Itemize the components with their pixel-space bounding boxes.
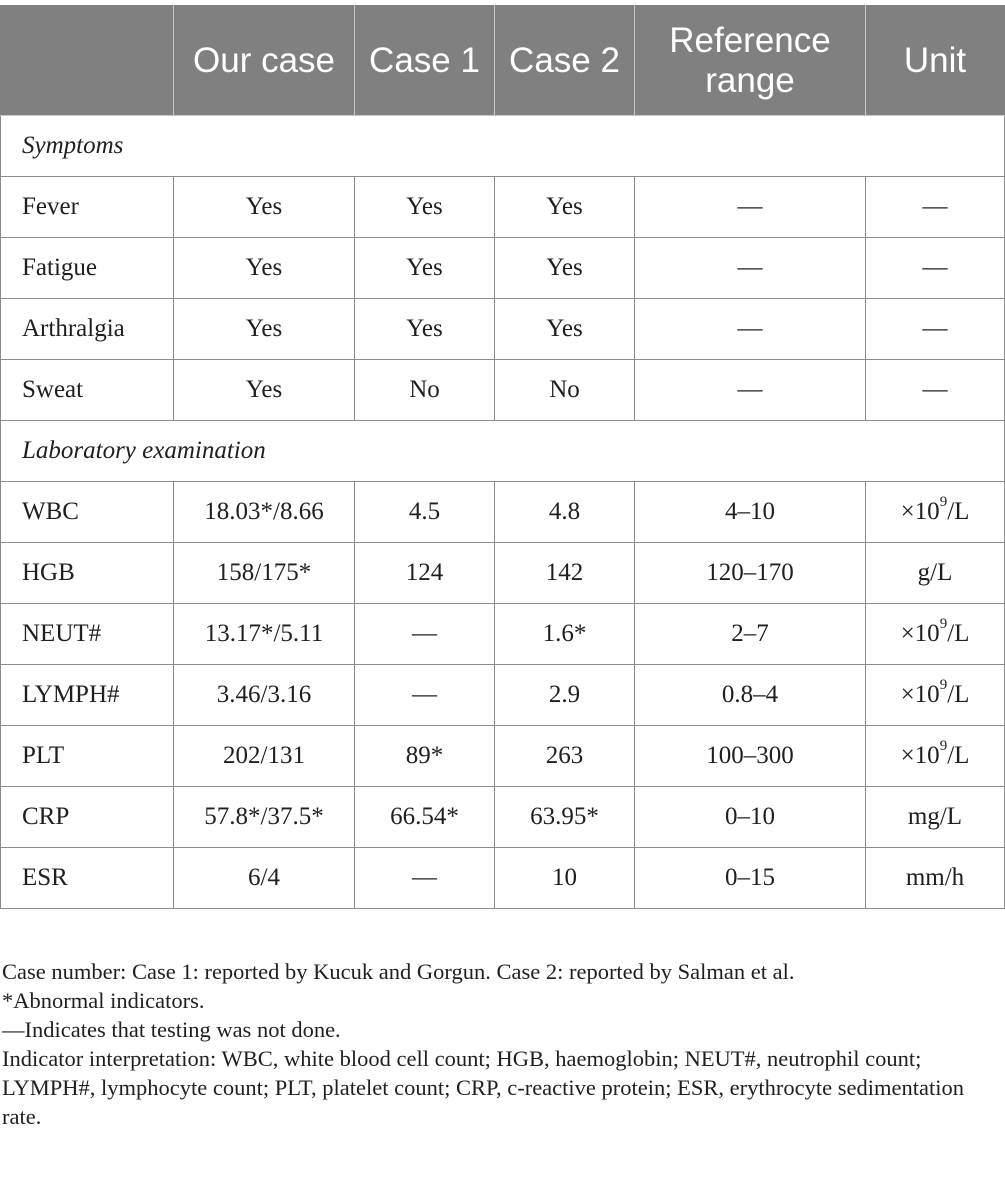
unit-prefix: ×10 xyxy=(900,498,940,525)
cell-case-2: 263 xyxy=(495,726,635,787)
cell-case-2: 10 xyxy=(495,848,635,909)
cell-case-1: — xyxy=(355,665,495,726)
cell-case-1: — xyxy=(355,848,495,909)
table-row xyxy=(1,848,1005,909)
unit-prefix: g/L xyxy=(917,559,953,586)
cell-case-2: Yes xyxy=(495,299,635,360)
unit-prefix: ×10 xyxy=(900,620,940,647)
table-body xyxy=(1,116,1005,909)
cell-our-case: 202/131 xyxy=(174,726,355,787)
footnote-not-done: —Indicates that testing was not done. xyxy=(2,1017,341,1042)
cell-our-case: 13.17*/5.11 xyxy=(174,604,355,665)
cell-unit xyxy=(866,665,1005,726)
unit-prefix: — xyxy=(922,254,948,281)
cell-unit xyxy=(866,848,1005,909)
cell-reference-range: — xyxy=(635,177,866,238)
header-cell-case-1: Case 1 xyxy=(355,6,495,116)
cell-case-2: 1.6* xyxy=(495,604,635,665)
cell-reference-range: — xyxy=(635,360,866,421)
unit-suffix: /L xyxy=(947,498,970,525)
cell-case-1: Yes xyxy=(355,299,495,360)
unit-prefix: — xyxy=(922,376,948,403)
cell-indicator-label: Fatigue xyxy=(1,238,174,299)
section-row xyxy=(1,116,1005,177)
cell-reference-range: 0–15 xyxy=(635,848,866,909)
cell-indicator-label: CRP xyxy=(1,787,174,848)
table-header xyxy=(1,6,1005,116)
table-row xyxy=(1,299,1005,360)
header-cell-our-case: Our case xyxy=(174,6,355,116)
cell-reference-range: — xyxy=(635,299,866,360)
cell-reference-range: — xyxy=(635,238,866,299)
header-cell-unit: Unit xyxy=(866,6,1005,116)
cell-unit xyxy=(866,360,1005,421)
cell-case-2: 142 xyxy=(495,543,635,604)
cell-indicator-label: Arthralgia xyxy=(1,299,174,360)
cell-case-1: Yes xyxy=(355,238,495,299)
table-row xyxy=(1,543,1005,604)
header-cell-reference-range: Reference range xyxy=(635,6,866,116)
unit-prefix: — xyxy=(922,193,948,220)
cell-our-case: Yes xyxy=(174,238,355,299)
footnote-case-number: Case number: Case 1: reported by Kucuk and Gorgun. Case 2: reported by Salman et al. xyxy=(2,959,795,984)
cell-indicator-label: PLT xyxy=(1,726,174,787)
table-footnotes xyxy=(2,957,1002,1131)
cell-our-case: Yes xyxy=(174,299,355,360)
cell-indicator-label: LYMPH# xyxy=(1,665,174,726)
comparison-table xyxy=(0,5,1005,909)
header-cell-case-2: Case 2 xyxy=(495,6,635,116)
comparison-table-container xyxy=(0,5,1004,909)
table-row xyxy=(1,238,1005,299)
cell-case-2: Yes xyxy=(495,177,635,238)
cell-our-case: Yes xyxy=(174,177,355,238)
cell-our-case: 57.8*/37.5* xyxy=(174,787,355,848)
unit-prefix: ×10 xyxy=(900,681,940,708)
cell-unit xyxy=(866,604,1005,665)
unit-suffix: /L xyxy=(947,620,970,647)
table-row xyxy=(1,726,1005,787)
cell-indicator-label: NEUT# xyxy=(1,604,174,665)
unit-exponent: 9 xyxy=(939,738,948,754)
unit-exponent: 9 xyxy=(939,677,948,693)
cell-reference-range: 4–10 xyxy=(635,482,866,543)
footnote-indicator-interpretation: Indicator interpretation: WBC, white blood cell count; HGB, haemoglobin; NEUT#, neutrophil count; LYMPH#, lymphocyte count; PLT, platelet count; CRP, c-reactive protein; ESR, erythrocyte sedimentation rate. xyxy=(2,1046,964,1129)
cell-case-2: 4.8 xyxy=(495,482,635,543)
table-row xyxy=(1,787,1005,848)
unit-prefix: ×10 xyxy=(900,742,940,769)
cell-unit xyxy=(866,726,1005,787)
unit-suffix: /L xyxy=(947,681,970,708)
cell-reference-range: 120–170 xyxy=(635,543,866,604)
cell-case-1: 124 xyxy=(355,543,495,604)
cell-case-1: 4.5 xyxy=(355,482,495,543)
cell-reference-range: 2–7 xyxy=(635,604,866,665)
cell-case-1: No xyxy=(355,360,495,421)
header-cell-blank xyxy=(1,6,174,116)
unit-exponent: 9 xyxy=(939,494,948,510)
unit-exponent: 9 xyxy=(939,616,948,632)
table-row xyxy=(1,482,1005,543)
section-title: Symptoms xyxy=(1,116,1005,177)
section-title: Laboratory examination xyxy=(1,421,1005,482)
cell-unit xyxy=(866,482,1005,543)
cell-case-1: Yes xyxy=(355,177,495,238)
cell-reference-range: 0–10 xyxy=(635,787,866,848)
cell-indicator-label: Fever xyxy=(1,177,174,238)
cell-unit xyxy=(866,299,1005,360)
cell-unit xyxy=(866,787,1005,848)
cell-case-2: 63.95* xyxy=(495,787,635,848)
cell-indicator-label: HGB xyxy=(1,543,174,604)
cell-case-1: 89* xyxy=(355,726,495,787)
cell-case-1: 66.54* xyxy=(355,787,495,848)
footnote-abnormal: *Abnormal indicators. xyxy=(2,988,205,1013)
unit-prefix: — xyxy=(922,315,948,342)
header-row xyxy=(1,6,1005,116)
cell-indicator-label: Sweat xyxy=(1,360,174,421)
cell-case-1: — xyxy=(355,604,495,665)
unit-prefix: mm/h xyxy=(905,864,965,891)
table-row xyxy=(1,360,1005,421)
cell-indicator-label: WBC xyxy=(1,482,174,543)
table-row xyxy=(1,604,1005,665)
table-row xyxy=(1,177,1005,238)
table-row xyxy=(1,665,1005,726)
section-row xyxy=(1,421,1005,482)
unit-prefix: mg/L xyxy=(907,803,963,830)
cell-our-case: Yes xyxy=(174,360,355,421)
cell-case-2: 2.9 xyxy=(495,665,635,726)
cell-our-case: 158/175* xyxy=(174,543,355,604)
cell-our-case: 18.03*/8.66 xyxy=(174,482,355,543)
cell-unit xyxy=(866,238,1005,299)
cell-reference-range: 0.8–4 xyxy=(635,665,866,726)
cell-unit xyxy=(866,543,1005,604)
cell-case-2: No xyxy=(495,360,635,421)
cell-case-2: Yes xyxy=(495,238,635,299)
cell-our-case: 3.46/3.16 xyxy=(174,665,355,726)
cell-our-case: 6/4 xyxy=(174,848,355,909)
unit-suffix: /L xyxy=(947,742,970,769)
cell-indicator-label: ESR xyxy=(1,848,174,909)
cell-reference-range: 100–300 xyxy=(635,726,866,787)
cell-unit xyxy=(866,177,1005,238)
